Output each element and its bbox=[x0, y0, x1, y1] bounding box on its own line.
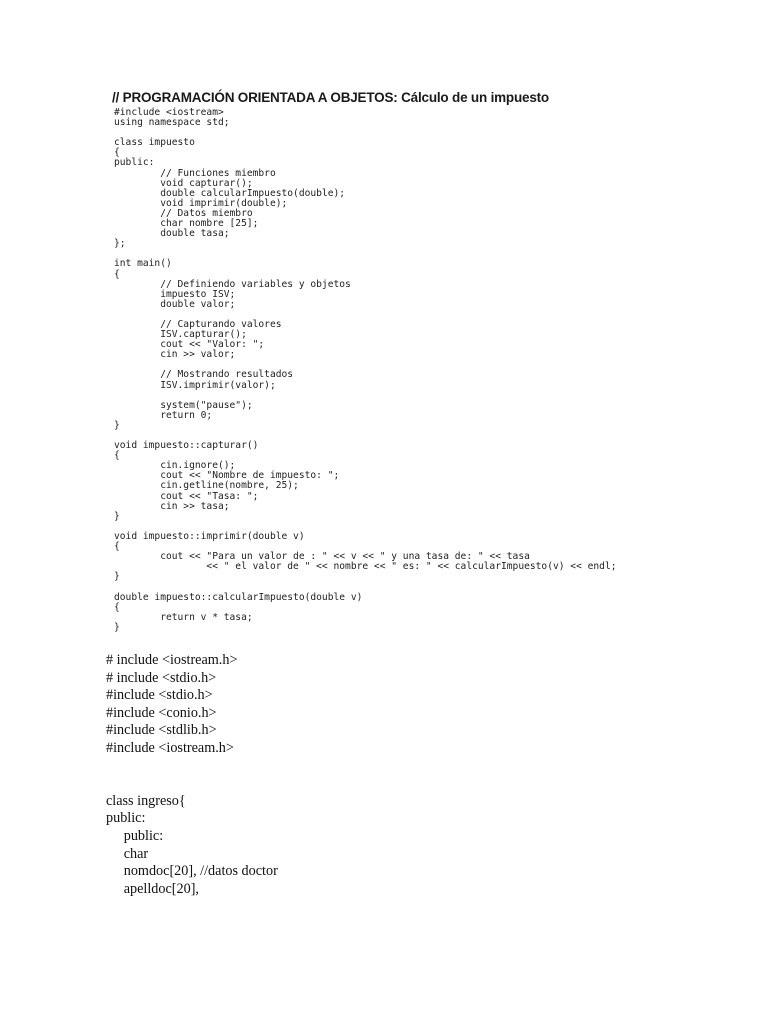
code-line: // Definiendo variables y objetos bbox=[114, 278, 351, 290]
body-line: #include <stdlib.h> bbox=[106, 722, 217, 739]
code-line: ISV.imprimir(valor); bbox=[114, 379, 276, 391]
code-line: { bbox=[114, 450, 120, 462]
code-line: } bbox=[114, 510, 120, 522]
code-line: impuesto ISV; bbox=[114, 288, 236, 300]
code-listing bbox=[114, 108, 617, 633]
code-line: { bbox=[114, 541, 120, 553]
code-line: public: bbox=[114, 157, 155, 169]
code-line: // Capturando valores bbox=[114, 318, 282, 330]
code-line: void capturar(); bbox=[114, 177, 253, 189]
code-line: #include <iostream> bbox=[114, 107, 224, 118]
body-line: public: bbox=[106, 810, 146, 827]
code-line: } bbox=[114, 419, 120, 431]
code-line: char nombre [25]; bbox=[114, 218, 259, 230]
code-line: cout << "Tasa: "; bbox=[114, 490, 259, 502]
body-line: #include <stdio.h> bbox=[106, 687, 213, 704]
body-line: apelldoc[20], bbox=[106, 880, 199, 897]
code-line: // Funciones miembro bbox=[114, 167, 276, 179]
body-line: # include <iostream.h> bbox=[106, 652, 238, 668]
code-line: cin.getline(nombre, 25); bbox=[114, 480, 299, 492]
body-line bbox=[106, 775, 278, 793]
code-line: // Mostrando resultados bbox=[114, 369, 294, 381]
code-line: cin >> tasa; bbox=[114, 500, 230, 512]
code-line: void imprimir(double); bbox=[114, 197, 288, 209]
body-line: public: bbox=[106, 827, 164, 844]
code-line: double impuesto::calcularImpuesto(double v) bbox=[114, 591, 363, 603]
code-line: int main() bbox=[114, 258, 172, 270]
code-line: return 0; bbox=[114, 409, 213, 421]
code-line: using namespace std; bbox=[114, 117, 230, 129]
body-line: # include <stdio.h> bbox=[106, 669, 217, 686]
code-line: // Datos miembro bbox=[114, 207, 253, 219]
code-line: { bbox=[114, 268, 120, 280]
code-line: void impuesto::capturar() bbox=[114, 440, 259, 452]
body-line: nomdoc[20], //datos doctor bbox=[106, 863, 278, 880]
code-line: }; bbox=[114, 238, 126, 250]
body-line: char bbox=[106, 845, 149, 862]
code-screenshot-image bbox=[108, 90, 668, 638]
body-line bbox=[106, 758, 278, 776]
body-line: #include <conio.h> bbox=[106, 704, 217, 721]
code-line: cin >> valor; bbox=[114, 349, 236, 361]
code-line: } bbox=[114, 621, 120, 633]
code-line: cout << "Para un valor de : " << v << " y una tasa de: " << tasa bbox=[114, 551, 530, 563]
code-line: << " el valor de " << nombre << " es: " << calcularImpuesto(v) << endl; bbox=[114, 561, 617, 573]
code-line bbox=[114, 249, 617, 259]
code-line: return v * tasa; bbox=[114, 611, 253, 623]
code-line: cin.ignore(); bbox=[114, 460, 236, 472]
code-line: } bbox=[114, 571, 120, 583]
code-line: ISV.capturar(); bbox=[114, 329, 247, 341]
code-line: void impuesto::imprimir(double v) bbox=[114, 530, 305, 542]
code-line: { bbox=[114, 601, 120, 613]
code-line: system("pause"); bbox=[114, 399, 253, 411]
code-line: cout << "Valor: "; bbox=[114, 339, 265, 351]
code-line: double calcularImpuesto(double); bbox=[114, 187, 346, 199]
code-title: // PROGRAMACIÓN ORIENTADA A OBJETOS: Cálculo de un impuesto bbox=[112, 90, 549, 105]
code-line: double valor; bbox=[114, 298, 236, 310]
code-line: { bbox=[114, 147, 120, 159]
code-line: cout << "Nombre de impuesto: "; bbox=[114, 470, 340, 482]
code-line: class impuesto bbox=[114, 137, 195, 149]
body-line: class ingreso{ bbox=[106, 792, 186, 809]
body-line: #include <iostream.h> bbox=[106, 739, 234, 756]
code-line: double tasa; bbox=[114, 228, 230, 240]
code-line bbox=[114, 582, 617, 592]
body-code-text bbox=[106, 652, 278, 898]
